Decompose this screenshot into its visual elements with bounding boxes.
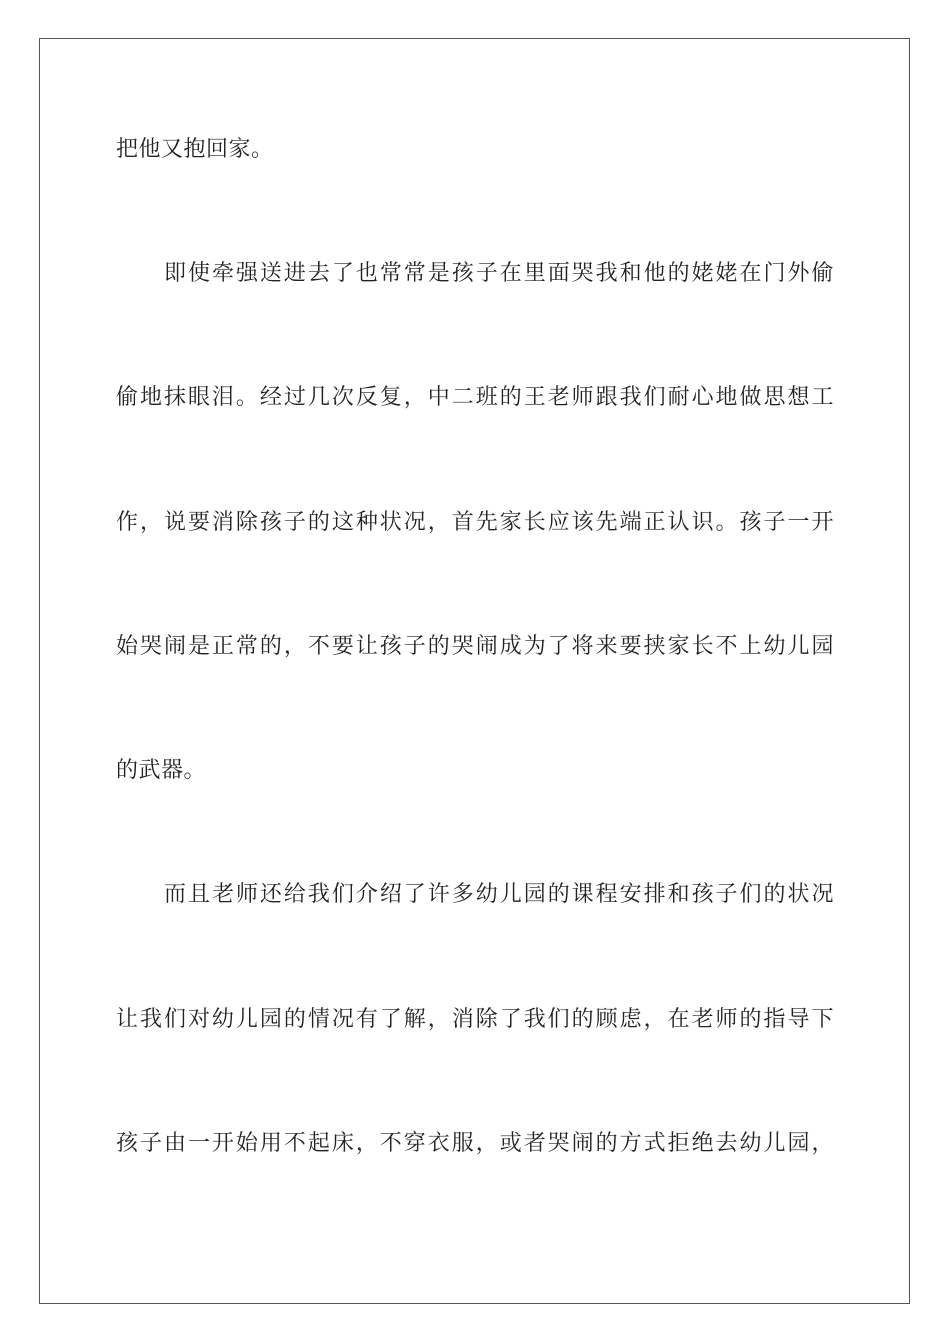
text-line-2: 即使牵强送进去了也常常是孩子在里面哭我和他的姥姥在门外偷 bbox=[164, 261, 834, 286]
text-line-9: 孩子由一开始用不起床，不穿衣服，或者哭闹的方式拒绝去幼儿园， bbox=[116, 1131, 834, 1156]
text-line-3: 偷地抹眼泪。经过几次反复，中二班的王老师跟我们耐心地做思想工 bbox=[116, 385, 834, 410]
page-frame bbox=[39, 38, 910, 1304]
text-line-8: 让我们对幼儿园的情况有了解，消除了我们的顾虑，在老师的指导下 bbox=[116, 1007, 834, 1032]
text-line-5: 始哭闹是正常的，不要让孩子的哭闹成为了将来要挟家长不上幼儿园 bbox=[116, 634, 834, 659]
text-line-1: 把他又抱回家。 bbox=[116, 137, 274, 162]
text-line-4: 作，说要消除孩子的这种状况，首先家长应该先端正认识。孩子一开 bbox=[116, 510, 834, 535]
text-line-7: 而且老师还给我们介绍了许多幼儿园的课程安排和孩子们的状况 bbox=[164, 882, 834, 907]
text-line-6: 的武器。 bbox=[116, 758, 207, 783]
